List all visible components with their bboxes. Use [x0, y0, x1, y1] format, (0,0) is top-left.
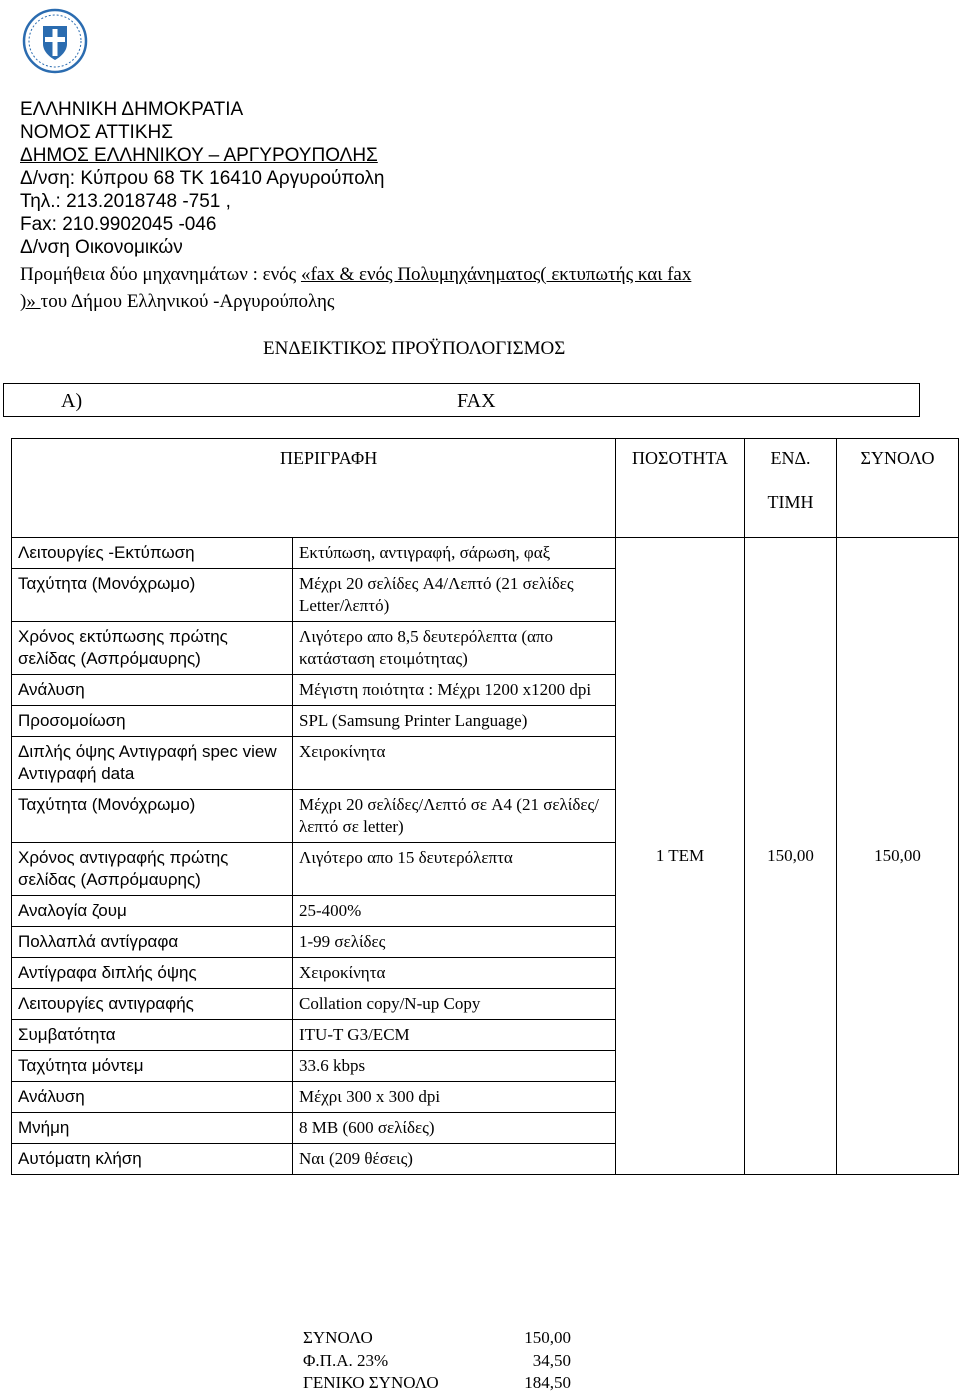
totals-value: 150,00 — [524, 1328, 571, 1347]
header-unit-price-line-1: ΕΝΔ. — [770, 448, 811, 468]
totals-label: ΓΕΝΙΚΟ ΣΥΝΟΛΟ — [303, 1373, 439, 1392]
spec-label: Λειτουργίες αντιγραφής — [12, 989, 293, 1020]
spec-value: 33.6 kbps — [293, 1051, 616, 1082]
header-unit-price-line-2: ΤΙΜΗ — [767, 492, 814, 512]
spec-label: Αναλογία ζουμ — [12, 896, 293, 927]
subject-prefix: Προμήθεια δύο μηχανημάτων : ενός — [20, 264, 301, 285]
spec-label: Μνήμη — [12, 1113, 293, 1144]
section-header — [3, 383, 920, 417]
spec-label: Διπλής όψης Αντιγραφή spec view Αντιγραφή data — [12, 737, 293, 790]
table-row — [12, 538, 959, 569]
totals-row-subtotal — [303, 1328, 583, 1351]
spec-value: Χειροκίνητα — [293, 958, 616, 989]
section-name: FAX — [457, 390, 496, 412]
spec-value: SPL (Samsung Printer Language) — [293, 706, 616, 737]
header-line-municipality: ΔΗΜΟΣ ΕΛΛΗΝΙΚΟΥ – ΑΡΓΥΡΟΥΠΟΛΗΣ — [20, 145, 378, 166]
spec-value: 8 MB (600 σελίδες) — [293, 1113, 616, 1144]
spec-label: Ανάλυση — [12, 1082, 293, 1113]
spec-value: Λιγότερο απο 15 δευτερόλεπτα — [293, 843, 616, 896]
unit-price-cell: 150,00 — [745, 538, 837, 1175]
spec-value: 25-400% — [293, 896, 616, 927]
spec-label: Αντίγραφα διπλής όψης — [12, 958, 293, 989]
spec-label: Χρόνος αντιγραφής πρώτης σελίδας (Ασπρόμαυρης) — [12, 843, 293, 896]
spec-value: Εκτύπωση, αντιγραφή, σάρωση, φαξ — [293, 538, 616, 569]
header-line-prefecture: ΝΟΜΟΣ ΑΤΤΙΚΗΣ — [20, 122, 173, 143]
greek-emblem-icon — [22, 8, 88, 74]
spec-value: ITU-T G3/ECM — [293, 1020, 616, 1051]
spec-value: Λιγότερο απο 8,5 δευτερόλεπτα (απο κατάσταση ετοιμότητας) — [293, 622, 616, 675]
budget-table — [11, 438, 959, 1175]
header-quantity: ΠΟΣΟΤΗΤΑ — [616, 439, 745, 538]
spec-value: Μέχρι 20 σελίδες/Λεπτό σε A4 (21 σελίδες/λεπτό σε letter) — [293, 790, 616, 843]
spec-value: Μέγιστη ποιότητα : Μέχρι 1200 x1200 dpi — [293, 675, 616, 706]
spec-value: Χειροκίνητα — [293, 737, 616, 790]
section-letter: Α) — [61, 390, 83, 412]
spec-label: Ανάλυση — [12, 675, 293, 706]
spec-value: Μέχρι 300 x 300 dpi — [293, 1082, 616, 1113]
spec-label: Ταχύτητα (Μονόχρωμο) — [12, 569, 293, 622]
spec-label: Ταχύτητα (Μονόχρωμο) — [12, 790, 293, 843]
totals-row-vat — [303, 1351, 583, 1374]
spec-label: Αυτόματη κλήση — [12, 1144, 293, 1175]
header-line-department: Δ/νση Οικονομικών — [20, 237, 183, 258]
spec-label: Συμβατότητα — [12, 1020, 293, 1051]
spec-value: 1-99 σελίδες — [293, 927, 616, 958]
totals-value: 184,50 — [524, 1373, 571, 1392]
subject-underlined-part-2: )» — [20, 291, 41, 312]
spec-label: Προσομοίωση — [12, 706, 293, 737]
totals-row-grand-total — [303, 1373, 583, 1396]
quantity-cell: 1 ΤΕΜ — [616, 538, 745, 1175]
spec-label: Πολλαπλά αντίγραφα — [12, 927, 293, 958]
table-header-row — [12, 439, 959, 538]
header-line-republic: ΕΛΛΗΝΙΚΗ ΔΗΜΟΚΡΑΤΙΑ — [20, 99, 244, 120]
spec-label: Ταχύτητα μόντεμ — [12, 1051, 293, 1082]
spec-value: Collation copy/N-up Copy — [293, 989, 616, 1020]
document-title: ΕΝΔΕΙΚΤΙΚΟΣ ΠΡΟΫΠΟΛΟΓΙΣΜΟΣ — [263, 338, 566, 359]
spec-value: Μέχρι 20 σελίδες A4/Λεπτό (21 σελίδες Letter/λεπτό) — [293, 569, 616, 622]
subject-suffix: του Δήμου Ελληνικού -Αργυρούπολης — [40, 291, 335, 312]
totals-block — [303, 1328, 583, 1396]
totals-label: ΣΥΝΟΛΟ — [303, 1328, 373, 1347]
subject — [20, 261, 940, 315]
spec-label: Λειτουργίες -Εκτύπωση — [12, 538, 293, 569]
header-description: ΠΕΡΙΓΡΑΦΗ — [12, 439, 616, 538]
subject-underlined-part-1: «fax & ενός Πολυμηχάνηματος( εκτυπωτής και fax — [300, 264, 692, 285]
spec-value: Ναι (209 θέσεις) — [293, 1144, 616, 1175]
header-line-fax: Fax: 210.9902045 -046 — [20, 214, 217, 235]
header-unit-price — [745, 439, 837, 538]
total-cell: 150,00 — [837, 538, 959, 1175]
totals-value: 34,50 — [532, 1350, 571, 1370]
header-line-phone: Τηλ.: 213.2018748 -751 , — [20, 191, 231, 212]
header-total: ΣΥΝΟΛΟ — [837, 439, 959, 538]
spec-label: Χρόνος εκτύπωσης πρώτης σελίδας (Ασπρόμαυρης) — [12, 622, 293, 675]
totals-label: Φ.Π.Α. 23% — [303, 1350, 389, 1370]
header-line-address: Δ/νση: Κύπρου 68 ΤΚ 16410 Αργυρούπολη — [20, 168, 385, 189]
